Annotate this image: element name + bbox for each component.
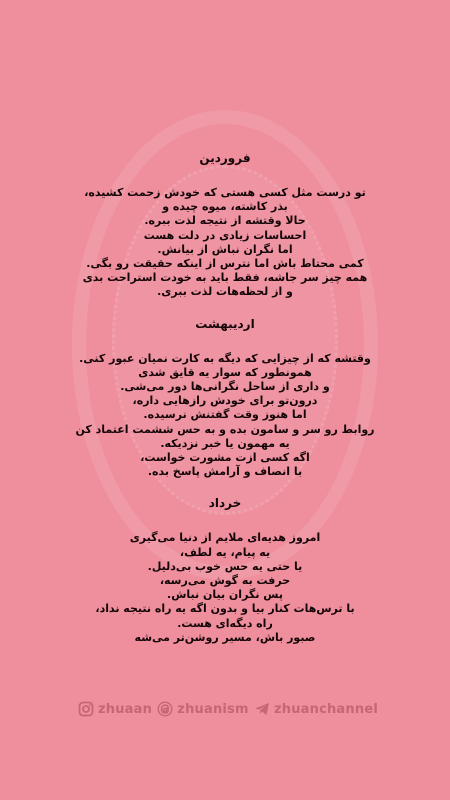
text-line: احساسات زیادی در دلت هست: [143, 228, 307, 242]
text-line: بذر کاشته، میوه چیده و: [162, 200, 288, 214]
text-line: یا حتی یه حس خوب بی‌دلیل.: [147, 559, 303, 573]
text-line: یه پیام، یه لطف،: [179, 545, 271, 559]
text-line: اما نگران نباش از بیانش.: [157, 242, 293, 256]
section-title: اردیبهشت: [195, 316, 255, 331]
section-title: خرداد: [208, 496, 242, 511]
text-line: با انصاف و آرامش پاسخ بده.: [147, 465, 303, 479]
text-line: امروز هدیه‌ای ملایم از دنیا می‌گیری: [129, 531, 321, 545]
text-line: یه مهمون یا خبر نزدیکه.: [160, 436, 290, 450]
text-line: با ترس‌هات کنار بیا و بدون اگه یه راه نتیجه نداد،: [95, 602, 355, 616]
text-line: حرفت به گوش می‌رسه،: [159, 574, 291, 588]
social-label: zhuanism: [177, 701, 249, 717]
text-line: وقتشه که از چیزایی که دیگه به کارت نمیان عبور کنی.: [79, 351, 371, 365]
text-line: پس نگران بیان نباش.: [167, 588, 283, 602]
social-label: zhuaan: [98, 701, 153, 717]
text-line: کمی محتاط باش اما نترس از اینکه حقیقت رو بگی.: [86, 257, 364, 271]
instagram-icon: [78, 701, 94, 717]
text-line: و داری از ساحل نگرانی‌ها دور می‌شی.: [120, 380, 330, 394]
text-line: روابط رو سر و سامون بده و به حس ششمت اعتماد کن: [75, 422, 375, 436]
text-line: تو درست مثل کسی هستی که خودش زحمت کشیده،: [84, 186, 366, 199]
threads-icon: [157, 701, 173, 717]
text-line: و از لحظه‌هات لذت ببری.: [157, 285, 293, 299]
social-threads[interactable]: [157, 701, 248, 717]
text-line: اما هنوز وقت گفتنش نرسیده.: [143, 408, 307, 422]
section-khordad: [20, 495, 430, 645]
section-ordibehesht: [20, 316, 430, 480]
text-line: حالا وقتشه از نتیجه لذت ببره.: [144, 214, 306, 228]
section-farvardin: [20, 150, 430, 300]
text-line: همه چیز سر جاشه، فقط باید به خودت استراحت بدی: [82, 271, 368, 285]
section-title: فروردین: [199, 151, 251, 165]
social-instagram[interactable]: [78, 701, 152, 717]
social-telegram[interactable]: [254, 701, 378, 717]
text-line: صبور باش، مسیر روشن‌تر می‌شه: [134, 630, 316, 644]
text-line: اگه کسی ازت مشورت خواست،: [140, 451, 310, 465]
horoscope-text: [20, 150, 430, 661]
text-line: راه دیگه‌ای هست.: [177, 616, 273, 630]
telegram-icon: [254, 701, 270, 717]
social-label: zhuanchannel: [273, 701, 378, 717]
social-handles: [78, 699, 378, 719]
text-line: همونطور که سوار یه قایق شدی: [138, 365, 312, 379]
text-line: درون‌تو برای خودش رازهایی داره،: [132, 394, 318, 408]
